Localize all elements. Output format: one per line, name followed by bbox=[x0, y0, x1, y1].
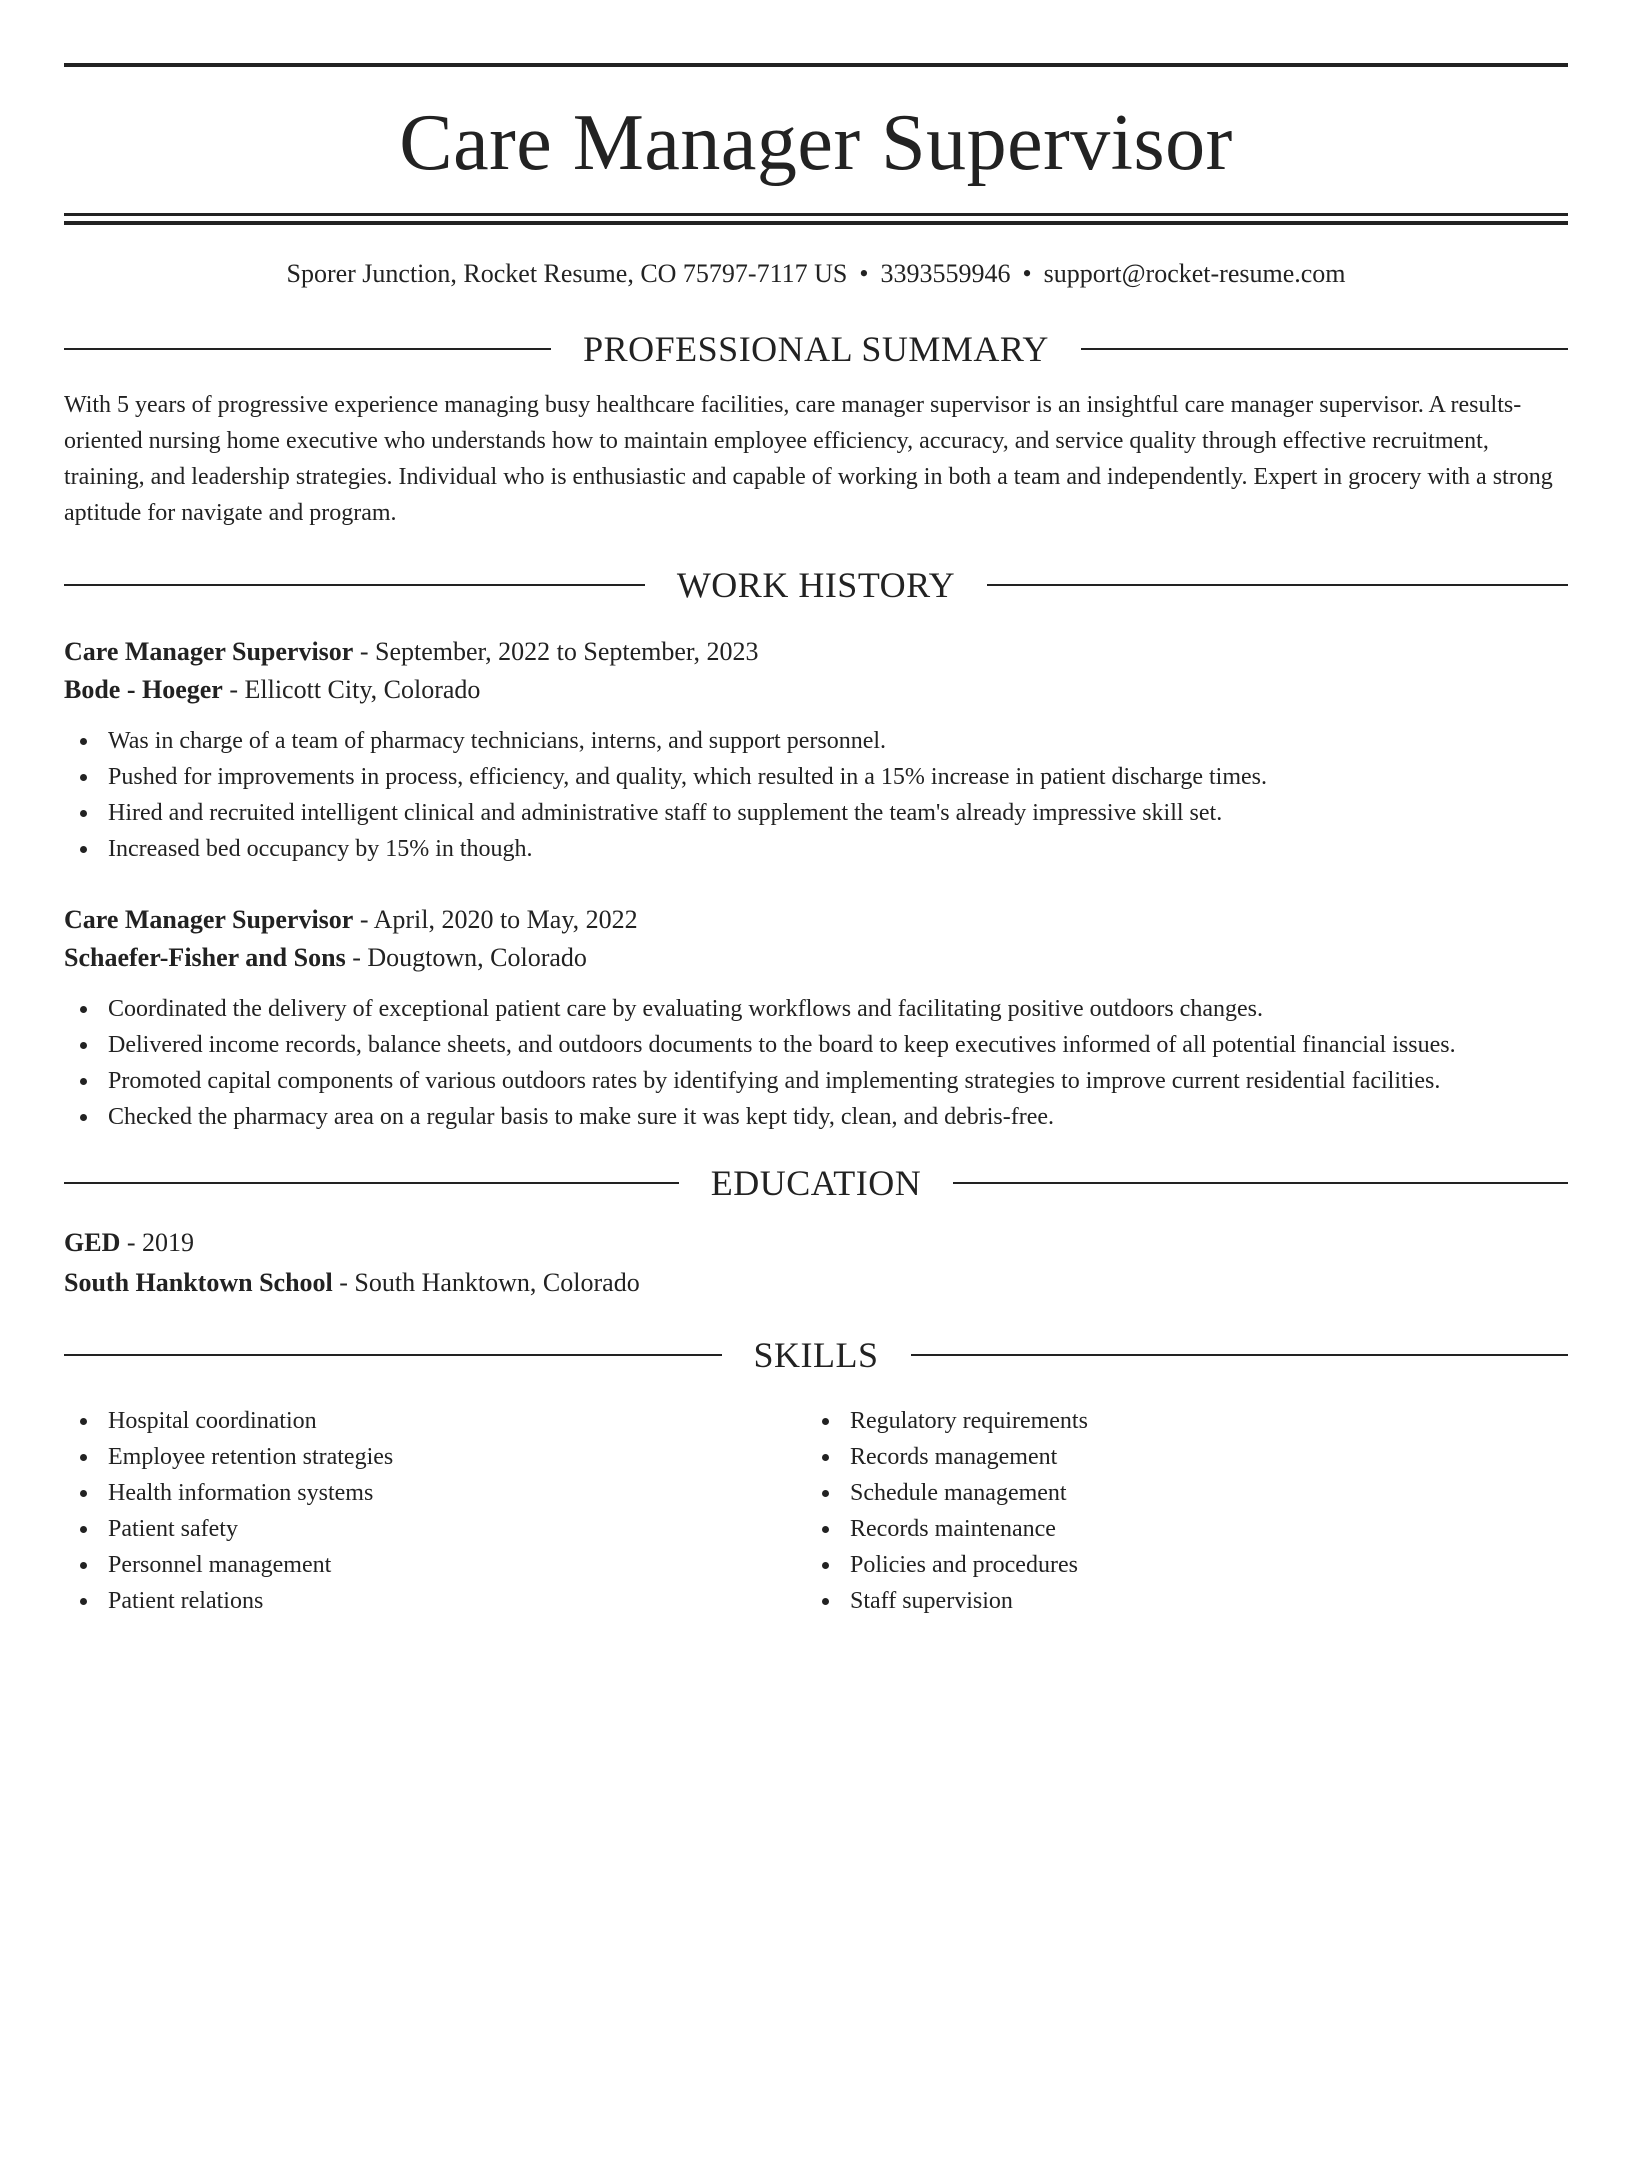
list-item bbox=[64, 1027, 1568, 1063]
list-item bbox=[806, 1439, 1548, 1475]
skill-text: Regulatory requirements bbox=[850, 1408, 1088, 1434]
list-item bbox=[806, 1511, 1548, 1547]
job-role: Care Manager Supervisor bbox=[64, 905, 354, 934]
bullet-text: Was in charge of a team of pharmacy technicians, interns, and support personnel. bbox=[108, 728, 887, 754]
work-section-heading bbox=[64, 565, 1568, 605]
bullet-icon bbox=[80, 1526, 87, 1533]
heading-rule-right bbox=[987, 584, 1568, 586]
education-location: - South Hanktown, Colorado bbox=[332, 1268, 640, 1297]
summary-section-heading bbox=[64, 329, 1568, 369]
skills-columns bbox=[64, 1403, 1568, 1619]
bullet-text: Checked the pharmacy area on a regular basis to make sure it was kept tidy, clean, and debris-free. bbox=[108, 1104, 1055, 1130]
bullet-icon bbox=[80, 1562, 87, 1569]
bullet-icon bbox=[822, 1526, 829, 1533]
job-dates: - September, 2022 to September, 2023 bbox=[353, 637, 759, 666]
heading-rule-right bbox=[953, 1182, 1568, 1184]
contact-phone: 3393559946 bbox=[880, 259, 1011, 288]
contact-separator: • bbox=[859, 259, 869, 288]
skill-text: Personnel management bbox=[108, 1552, 332, 1578]
bullet-icon bbox=[80, 1454, 87, 1461]
job-entry bbox=[64, 633, 1568, 867]
skill-text: Employee retention strategies bbox=[108, 1444, 394, 1470]
bullet-icon bbox=[80, 1042, 87, 1049]
bullet-icon bbox=[80, 1078, 87, 1085]
bullet-text: Promoted capital components of various outdoors rates by identifying and implementing strategies to improve current residential facilities. bbox=[108, 1068, 1441, 1094]
bullet-icon bbox=[822, 1418, 829, 1425]
education-title: EDUCATION bbox=[710, 1163, 922, 1203]
education-section-heading bbox=[64, 1163, 1568, 1203]
bullet-text: Coordinated the delivery of exceptional patient care by evaluating workflows and facilitating positive outdoors changes. bbox=[108, 996, 1263, 1022]
header-double-rule bbox=[64, 213, 1568, 225]
education-degree: GED bbox=[64, 1228, 121, 1257]
job-company-line bbox=[64, 939, 1568, 977]
bullet-text: Hired and recruited intelligent clinical and administrative staff to supplement the team's already impressive skill set. bbox=[108, 800, 1223, 826]
list-item bbox=[64, 1099, 1568, 1135]
heading-rule-left bbox=[64, 1354, 722, 1356]
heading-rule-right bbox=[911, 1354, 1569, 1356]
contact-address: Sporer Junction, Rocket Resume, CO 75797-7117 US bbox=[286, 259, 848, 288]
list-item bbox=[64, 1063, 1568, 1099]
skill-text: Staff supervision bbox=[850, 1588, 1013, 1614]
list-item bbox=[64, 991, 1568, 1027]
contact-email: support@rocket-resume.com bbox=[1043, 259, 1346, 288]
skill-text: Records management bbox=[850, 1444, 1058, 1470]
skill-text: Schedule management bbox=[850, 1480, 1067, 1506]
skill-text: Policies and procedures bbox=[850, 1552, 1078, 1578]
contact-separator: • bbox=[1022, 259, 1032, 288]
skill-text: Hospital coordination bbox=[108, 1408, 317, 1434]
job-title-line bbox=[64, 633, 1568, 671]
work-title: WORK HISTORY bbox=[676, 565, 956, 605]
list-item bbox=[64, 831, 1568, 867]
list-item bbox=[64, 723, 1568, 759]
education-school-line bbox=[64, 1263, 1568, 1303]
bullet-text: Pushed for improvements in process, efficiency, and quality, which resulted in a 15% increase in patient discharge times. bbox=[108, 764, 1268, 790]
list-item bbox=[806, 1475, 1548, 1511]
bullet-icon bbox=[80, 738, 87, 745]
list-item bbox=[64, 759, 1568, 795]
contact-line bbox=[64, 259, 1568, 289]
bullet-icon bbox=[80, 1114, 87, 1121]
summary-text: With 5 years of progressive experience managing busy healthcare facilities, care manager supervisor is an insightful care manager supervisor. A results-oriented nursing home executive who understands how to maintain employee efficiency, accuracy, and service quality through effective recruitment, training, and leadership strategies. Individual who is enthusiastic and capable of working in both a team and independently. Expert in grocery with a strong aptitude for navigate and program. bbox=[64, 392, 1553, 526]
list-item bbox=[64, 1547, 806, 1583]
header-top-rule bbox=[64, 63, 1568, 67]
list-item bbox=[64, 795, 1568, 831]
skills-title: SKILLS bbox=[753, 1335, 879, 1375]
job-location: - Ellicott City, Colorado bbox=[222, 675, 481, 704]
education-year: - 2019 bbox=[120, 1228, 195, 1257]
skills-column-right bbox=[806, 1403, 1548, 1619]
bullet-icon bbox=[80, 1598, 87, 1605]
bullet-icon bbox=[80, 774, 87, 781]
job-company: Bode - Hoeger bbox=[64, 675, 223, 704]
heading-rule-left bbox=[64, 1182, 679, 1184]
skills-list-left bbox=[64, 1403, 806, 1619]
list-item bbox=[64, 1583, 806, 1619]
bullet-icon bbox=[80, 846, 87, 853]
bullet-text: Delivered income records, balance sheets, and outdoors documents to the board to keep executives informed of all potential financial issues. bbox=[108, 1032, 1456, 1058]
job-company-line bbox=[64, 671, 1568, 709]
list-item bbox=[806, 1403, 1548, 1439]
list-item bbox=[64, 1439, 806, 1475]
bullet-icon bbox=[822, 1490, 829, 1497]
bullet-icon bbox=[80, 810, 87, 817]
summary-title: PROFESSIONAL SUMMARY bbox=[583, 329, 1049, 369]
candidate-name: Care Manager Supervisor bbox=[399, 99, 1233, 187]
resume-page bbox=[0, 63, 1632, 2175]
job-bullet-list bbox=[64, 723, 1568, 867]
skill-text: Records maintenance bbox=[850, 1516, 1056, 1542]
education-entry bbox=[64, 1223, 1568, 1303]
job-role: Care Manager Supervisor bbox=[64, 637, 354, 666]
skill-text: Patient safety bbox=[108, 1516, 238, 1542]
heading-rule-left bbox=[64, 348, 551, 350]
bullet-icon bbox=[80, 1006, 87, 1013]
list-item bbox=[64, 1403, 806, 1439]
list-item bbox=[64, 1475, 806, 1511]
job-entry bbox=[64, 901, 1568, 1135]
skill-text: Health information systems bbox=[108, 1480, 374, 1506]
list-item bbox=[806, 1583, 1548, 1619]
job-bullet-list bbox=[64, 991, 1568, 1135]
bullet-icon bbox=[80, 1418, 87, 1425]
job-dates: - April, 2020 to May, 2022 bbox=[353, 905, 638, 934]
job-location: - Dougtown, Colorado bbox=[345, 943, 587, 972]
education-degree-line bbox=[64, 1223, 1568, 1263]
list-item bbox=[806, 1547, 1548, 1583]
list-item bbox=[64, 1511, 806, 1547]
heading-rule-right bbox=[1081, 348, 1568, 350]
job-title-line bbox=[64, 901, 1568, 939]
education-school: South Hanktown School bbox=[64, 1268, 333, 1297]
bullet-icon bbox=[822, 1598, 829, 1605]
bullet-text: Increased bed occupancy by 15% in though. bbox=[108, 836, 533, 862]
skill-text: Patient relations bbox=[108, 1588, 264, 1614]
skills-list-right bbox=[806, 1403, 1548, 1619]
bullet-icon bbox=[80, 1490, 87, 1497]
heading-rule-left bbox=[64, 584, 645, 586]
bullet-icon bbox=[822, 1454, 829, 1461]
skills-section-heading bbox=[64, 1335, 1568, 1375]
skills-column-left bbox=[64, 1403, 806, 1619]
job-company: Schaefer-Fisher and Sons bbox=[64, 943, 346, 972]
bullet-icon bbox=[822, 1562, 829, 1569]
